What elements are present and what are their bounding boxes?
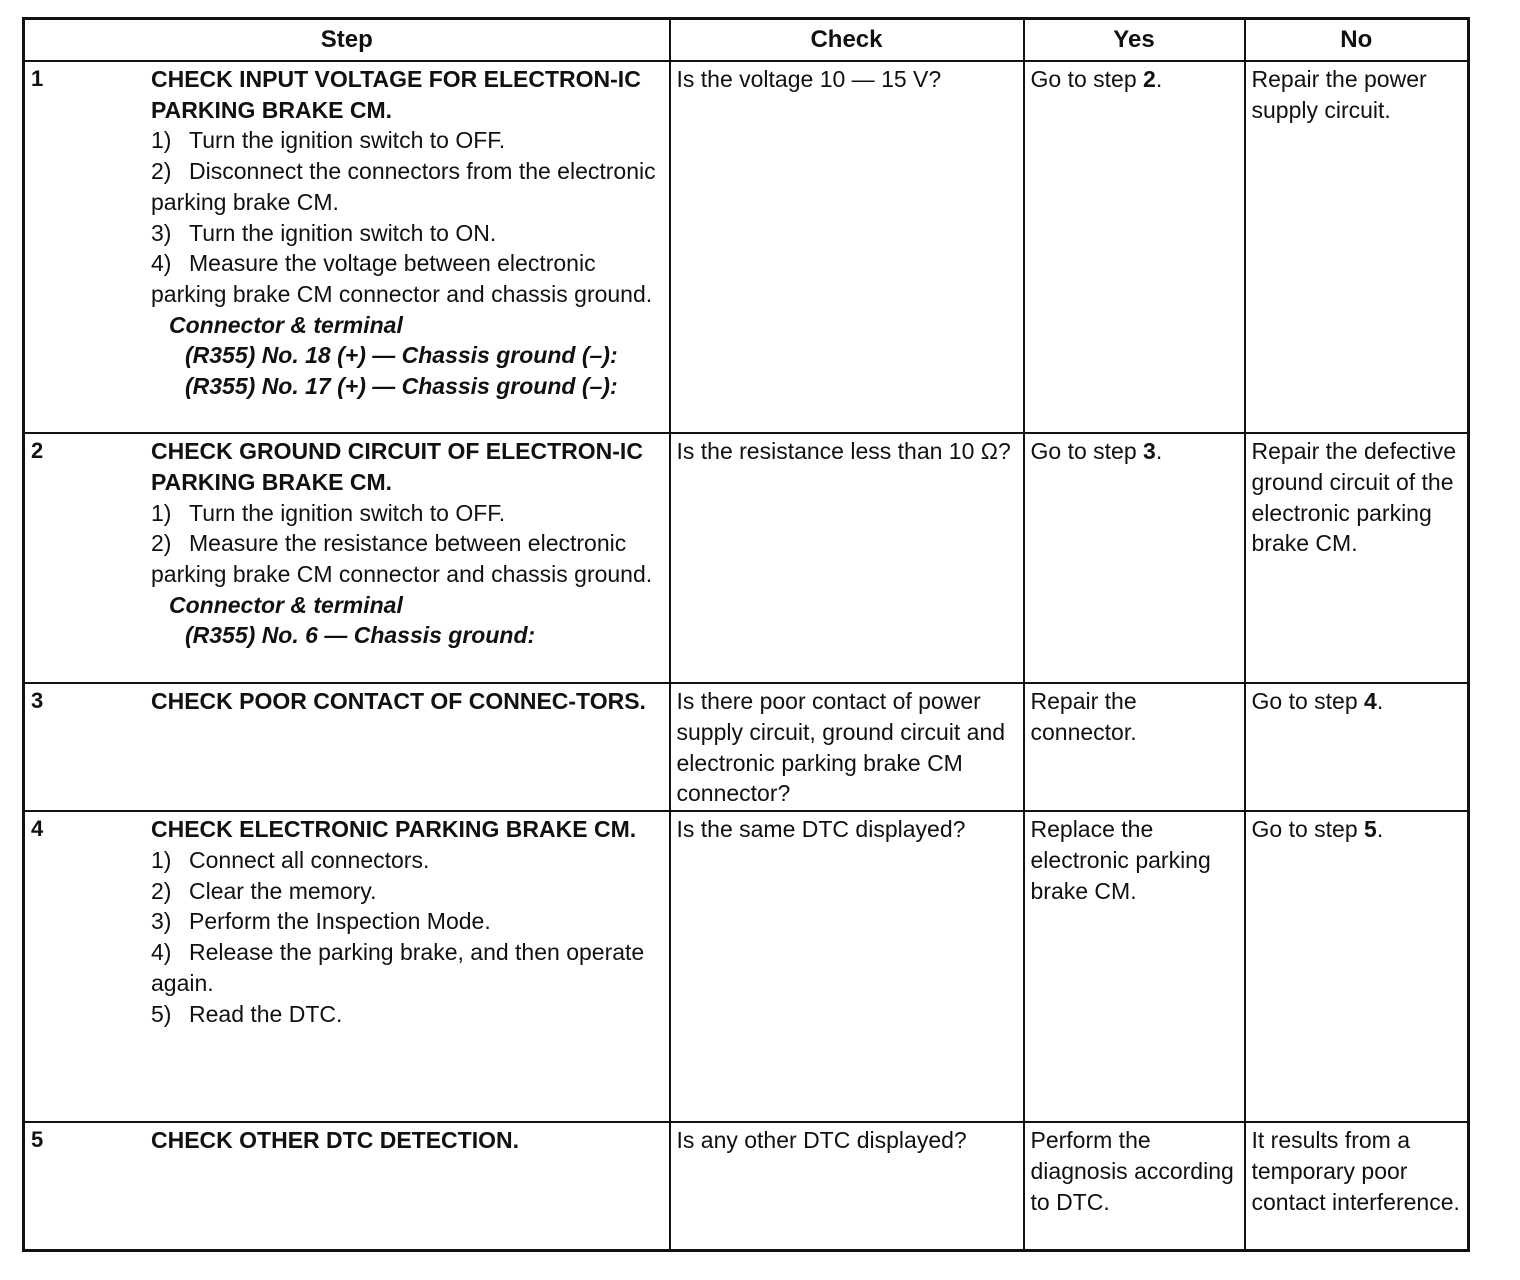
step-body bbox=[149, 434, 669, 651]
yes-cell: Go to step 3. bbox=[1024, 433, 1245, 683]
connector-terminal: (R355) No. 6 — Chassis ground: bbox=[185, 622, 536, 649]
yes-cell: Perform the diagnosis according to DTC. bbox=[1024, 1122, 1245, 1250]
step-number: 2 bbox=[31, 438, 44, 464]
step-cell bbox=[24, 1122, 670, 1250]
sub-step: 3) Turn the ignition switch to ON. bbox=[151, 219, 497, 246]
check-cell: Is the resistance less than 10 Ω? bbox=[670, 433, 1024, 683]
no-cell: Repair the defective ground circuit of the electronic parking brake CM. bbox=[1245, 433, 1469, 683]
sub-step: 1) Turn the ignition switch to OFF. bbox=[151, 127, 506, 154]
step-number: 1 bbox=[31, 66, 44, 91]
step-number: 5 bbox=[31, 1127, 44, 1153]
sub-step: 4) Measure the voltage between electronic parking brake CM connector and chassis ground. bbox=[151, 250, 653, 307]
no-cell: Repair the power supply circuit. bbox=[1245, 61, 1469, 433]
diagnostic-table bbox=[22, 17, 1470, 1252]
no-cell: Go to step 4. bbox=[1245, 683, 1469, 811]
table-row bbox=[24, 433, 1469, 683]
step-cell bbox=[24, 811, 670, 1122]
step-cell bbox=[24, 683, 670, 811]
check-cell: Is any other DTC displayed? bbox=[670, 1122, 1024, 1250]
header-yes: Yes bbox=[1024, 19, 1245, 62]
check-cell: Is the same DTC displayed? bbox=[670, 811, 1024, 1122]
step-cell bbox=[24, 61, 670, 433]
connector-heading: Connector & terminal bbox=[169, 591, 403, 618]
step-cell bbox=[24, 433, 670, 683]
sub-step: 1) Turn the ignition switch to OFF. bbox=[151, 499, 506, 526]
check-cell: Is there poor contact of power supply circuit, ground circuit and electronic parking brake CM connector? bbox=[670, 683, 1024, 811]
step-title: CHECK ELECTRONIC PARKING BRAKE CM. bbox=[151, 816, 637, 843]
step-body bbox=[149, 1123, 669, 1156]
sub-step: 2) Measure the resistance between electronic parking brake CM connector and chassis ground. bbox=[151, 530, 653, 587]
sub-step: 5) Read the DTC. bbox=[151, 1000, 343, 1027]
connector-terminal: (R355) No. 18 (+) — Chassis ground (–): bbox=[185, 342, 618, 369]
sub-step: 1) Connect all connectors. bbox=[151, 847, 430, 873]
sub-step: 4) Release the parking brake, and then operate again. bbox=[151, 939, 645, 996]
step-title: CHECK OTHER DTC DETECTION. bbox=[151, 1127, 519, 1154]
yes-cell: Repair the connector. bbox=[1024, 683, 1245, 811]
step-title: CHECK POOR CONTACT OF CONNEC-TORS. bbox=[151, 688, 646, 715]
header-step: Step bbox=[24, 19, 670, 62]
table-row bbox=[24, 1122, 1469, 1250]
yes-cell: Replace the electronic parking brake CM. bbox=[1024, 811, 1245, 1122]
connector-terminal: (R355) No. 17 (+) — Chassis ground (–): bbox=[185, 373, 618, 400]
step-title: CHECK INPUT VOLTAGE FOR ELECTRON-IC PARKING BRAKE CM. bbox=[151, 66, 641, 123]
yes-cell: Go to step 2. bbox=[1024, 61, 1245, 433]
connector-heading: Connector & terminal bbox=[169, 311, 403, 338]
check-cell: Is the voltage 10 — 15 V? bbox=[670, 61, 1024, 433]
table-row bbox=[24, 683, 1469, 811]
step-number: 3 bbox=[31, 688, 44, 714]
step-body bbox=[149, 812, 669, 1029]
step-title: CHECK GROUND CIRCUIT OF ELECTRON-IC PARKING BRAKE CM. bbox=[151, 438, 643, 495]
sub-step: 2) Disconnect the connectors from the electronic parking brake CM. bbox=[151, 158, 656, 215]
sub-step: 2) Clear the memory. bbox=[151, 877, 377, 904]
step-body bbox=[149, 684, 669, 717]
header-row bbox=[24, 19, 1469, 62]
table-row bbox=[24, 61, 1469, 433]
step-body bbox=[149, 62, 669, 402]
step-number: 4 bbox=[31, 816, 44, 842]
header-check: Check bbox=[670, 19, 1024, 62]
sub-step: 3) Perform the Inspection Mode. bbox=[151, 908, 491, 935]
header-no: No bbox=[1245, 19, 1469, 62]
no-cell: Go to step 5. bbox=[1245, 811, 1469, 1122]
no-cell: It results from a temporary poor contact interference. bbox=[1245, 1122, 1469, 1250]
table-row bbox=[24, 811, 1469, 1122]
